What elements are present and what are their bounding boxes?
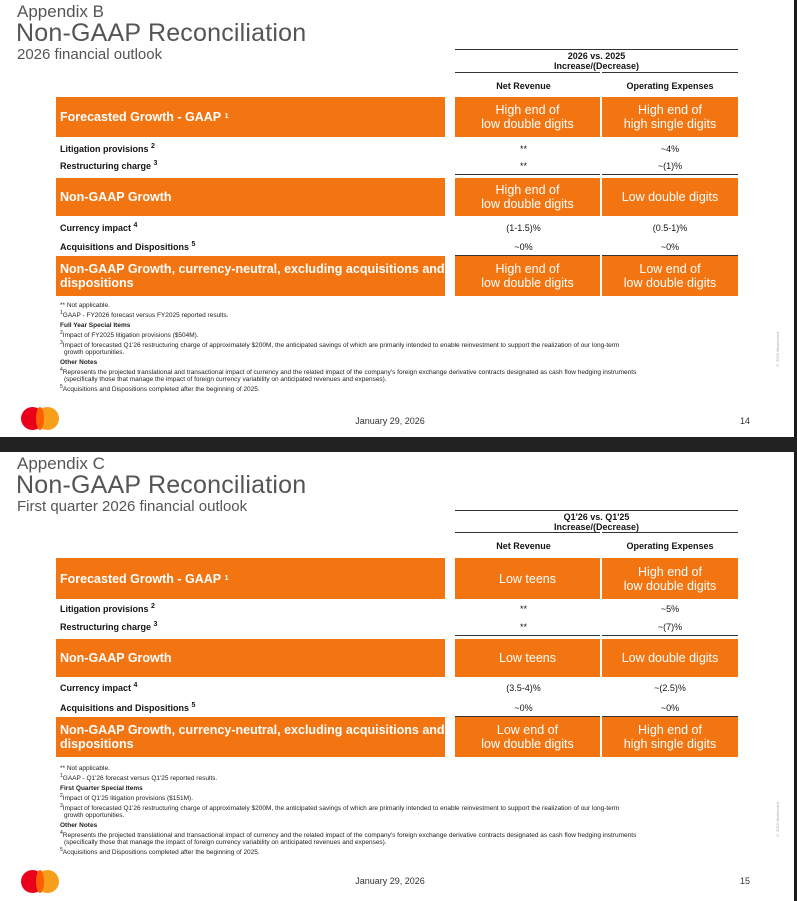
band-value-operating-expenses	[602, 256, 738, 296]
value-line: low double digits	[481, 197, 574, 211]
header-rule	[602, 532, 738, 533]
header-rule	[455, 49, 738, 50]
header-rule	[602, 72, 738, 73]
row-value-operating-expenses: ~0%	[660, 242, 680, 252]
row-value-operating-expenses: ~(1)%	[657, 161, 683, 171]
logo-overlap	[36, 870, 44, 893]
column-header-operating-expenses: Operating Expenses	[626, 81, 714, 91]
page-title: Non-GAAP Reconciliation	[16, 471, 307, 499]
column-header-operating-expenses: Operating Expenses	[626, 541, 714, 551]
row-value-net-revenue: **	[519, 144, 527, 154]
band-row-label: Forecasted Growth - GAAP 1	[56, 558, 445, 599]
row-value-operating-expenses: ~(2.5)%	[654, 683, 686, 693]
row-value-operating-expenses: ~(7)%	[657, 622, 683, 632]
footnote	[60, 309, 750, 319]
footnote-text: Acquisitions and Dispositions completed after the beginning of 2025.	[62, 386, 260, 393]
row-label-text: Litigation provisions	[60, 604, 149, 614]
footnote-text: GAAP - FY2026 forecast versus FY2025 reported results.	[62, 312, 229, 319]
band-row-label	[56, 178, 445, 216]
comparison-period: Q1'26 vs. Q1'25	[563, 512, 630, 522]
footnote-text: Represents the projected translational and transactional impact of currency and the related impact of the company's foreign exchange derivative contracts designated as cash flow hedging instruments	[62, 832, 637, 839]
footnote-mark: 5	[191, 702, 196, 709]
band-value-text	[622, 651, 719, 665]
row-value-operating-expenses: ~5%	[660, 604, 680, 614]
row-label-text: Litigation provisions	[60, 144, 149, 154]
row-label-text: Forecasted Growth - GAAP	[60, 571, 222, 586]
value-line: Low double digits	[621, 651, 719, 665]
row-rule	[455, 635, 600, 636]
footnote-mark: 4	[60, 366, 63, 373]
footnote-mark: 1	[60, 309, 63, 316]
row-value-net-revenue: **	[519, 161, 527, 171]
mastercard-logo	[21, 870, 59, 892]
band-value-text	[622, 190, 719, 204]
copyright-watermark: © 2026 Mastercard	[775, 332, 780, 369]
row-label-text: Non-GAAP Growth, currency-neutral, excluding acquisitions and dispositions	[60, 262, 445, 290]
value-line: High end of	[638, 103, 702, 117]
band-row-label	[56, 639, 445, 677]
value-line: Low end of	[496, 723, 559, 737]
value-line: high single digits	[623, 737, 717, 751]
band-value-net-revenue	[455, 97, 600, 137]
footnote-mark: 3	[60, 802, 63, 809]
band-value-text	[481, 262, 573, 290]
footnote	[60, 772, 750, 782]
row-label	[60, 161, 157, 171]
mastercard-logo	[21, 407, 59, 429]
footnote	[60, 829, 750, 846]
page-subtitle: 2026 financial outlook	[17, 46, 163, 63]
column-header-net-revenue: Net Revenue	[496, 81, 551, 91]
footnote-mark: 3	[153, 160, 158, 167]
band-row-label: Forecasted Growth - GAAP 1	[56, 97, 445, 137]
band-value-text	[624, 103, 716, 131]
footnote-mark: 5	[60, 846, 63, 853]
value-line: Low double digits	[621, 190, 719, 204]
value-line: Low teens	[499, 571, 556, 586]
band-value-text	[481, 723, 573, 751]
footnote-mark: 2	[151, 143, 155, 150]
appendix-label: Appendix B	[17, 2, 104, 21]
row-label-text: Acquisitions and Dispositions	[60, 703, 190, 713]
row-value-net-revenue: (3.5-4)%	[506, 683, 541, 693]
band-value-text	[624, 565, 716, 593]
value-line: Low teens	[499, 651, 556, 665]
band-value-operating-expenses	[602, 178, 738, 216]
footnote-mark: 2	[60, 329, 63, 336]
row-value-operating-expenses: ~0%	[660, 703, 680, 713]
page-title: Non-GAAP Reconciliation	[16, 19, 307, 47]
row-rule	[455, 174, 600, 175]
band-value-operating-expenses	[602, 97, 738, 137]
slide-appendix-b	[0, 0, 794, 437]
footnote-mark: 1	[60, 772, 63, 779]
value-line: High end of	[638, 564, 702, 579]
band-value-text	[624, 262, 716, 290]
band-value-text	[481, 103, 573, 131]
row-value-operating-expenses: (0.5-1)%	[652, 223, 688, 233]
row-label-text: Restructuring charge	[60, 622, 152, 632]
page-number: 14	[739, 416, 750, 426]
footnote	[60, 792, 750, 802]
footnote-text: Impact of forecasted Q1'26 restructuring charge of approximately $200M, the anticipated savings of which are primarily intended to enable reinvestment to support the realization of our long-term	[62, 342, 620, 349]
value-line: High end of	[495, 103, 560, 117]
value-line: low double digits	[481, 276, 574, 290]
row-label	[60, 144, 155, 154]
row-value-net-revenue: ~0%	[514, 703, 533, 713]
footnote-text: growth opportunities.	[64, 349, 125, 356]
logo-overlap	[36, 407, 44, 430]
row-value-net-revenue: (1-1.5)%	[506, 223, 541, 233]
value-line: low double digits	[481, 737, 574, 751]
footnote-mark: 4	[60, 829, 63, 836]
row-label-text: Non-GAAP Growth	[60, 651, 172, 665]
band-value-net-revenue	[455, 558, 600, 599]
row-label	[60, 604, 155, 614]
slide-separator	[0, 437, 797, 452]
footer-date: January 29, 2026	[355, 416, 425, 426]
notes-heading: Other Notes	[60, 359, 98, 366]
footnote-text: GAAP - Q1'26 forecast versus Q1'25 reported results.	[62, 775, 218, 782]
row-label	[60, 703, 195, 713]
value-line: High end of	[495, 262, 560, 276]
footnote-text: growth opportunities.	[64, 812, 125, 819]
band-value-net-revenue	[455, 178, 600, 216]
slide-appendix-c	[0, 452, 794, 901]
footnote-mark: 4	[133, 222, 138, 229]
row-label	[60, 622, 157, 632]
footnote-text: Impact of forecasted Q1'26 restructuring charge of approximately $200M, the anticipated savings of which are primarily intended to enable reinvestment to support the realization of our long-term	[62, 805, 620, 812]
notes-heading: Other Notes	[60, 822, 98, 829]
row-label	[60, 223, 137, 233]
row-label-text: Non-GAAP Growth, currency-neutral, excluding acquisitions and dispositions	[60, 723, 445, 751]
notes-heading: First Quarter Special Items	[60, 785, 143, 792]
column-header-net-revenue: Net Revenue	[496, 541, 551, 551]
row-label-text: Restructuring charge	[60, 161, 152, 171]
band-row-label	[56, 256, 445, 296]
value-line: High end of	[638, 723, 702, 737]
footnote	[60, 339, 750, 356]
footnote-mark: 5	[191, 241, 196, 248]
footnote-text: (specifically those that manage the impact of foreign currency variability on anticipated revenues and expenses).	[64, 839, 387, 846]
value-line: low double digits	[623, 276, 717, 290]
row-value-net-revenue: **	[519, 604, 527, 614]
value-line: high single digits	[623, 117, 717, 131]
footnote-mark: 3	[153, 621, 158, 628]
row-label-text: Currency impact	[60, 223, 132, 233]
footnote	[60, 302, 750, 309]
value-line: Low end of	[639, 262, 701, 276]
comparison-period: 2026 vs. 2025	[567, 51, 626, 61]
footnote-mark: 3	[60, 339, 63, 346]
row-value-operating-expenses: ~4%	[660, 144, 680, 154]
band-value-text	[481, 183, 573, 211]
footnote	[60, 846, 750, 856]
footnote-text: Acquisitions and Dispositions completed after the beginning of 2025.	[62, 849, 260, 856]
value-line: low double digits	[481, 117, 574, 131]
row-value-net-revenue: ~0%	[514, 242, 533, 252]
row-label-text: Acquisitions and Dispositions	[60, 242, 190, 252]
footnote-text: Represents the projected translational and transactional impact of currency and the related impact of the company's foreign exchange derivative contracts designated as cash flow hedging instruments	[62, 369, 637, 376]
footnote	[60, 383, 750, 393]
value-line: High end of	[495, 183, 560, 197]
row-rule	[602, 174, 738, 175]
footnote	[60, 765, 750, 772]
footnote	[60, 802, 750, 819]
footnote-text: Impact of FY2025 litigation provisions ($504M).	[62, 332, 199, 339]
page-number: 15	[739, 876, 750, 886]
band-value-net-revenue	[455, 717, 600, 757]
header-rule	[455, 532, 600, 533]
appendix-label: Appendix C	[17, 454, 105, 473]
band-value-operating-expenses	[602, 558, 738, 599]
page-subtitle: First quarter 2026 financial outlook	[17, 498, 248, 515]
band-value-net-revenue	[455, 639, 600, 677]
copyright-watermark: © 2026 Mastercard	[775, 802, 780, 839]
row-label-text: Currency impact	[60, 683, 132, 693]
row-label	[60, 242, 195, 252]
band-value-text	[624, 723, 716, 751]
row-label	[60, 683, 137, 693]
footer-date: January 29, 2026	[355, 876, 425, 886]
comparison-change-label: Increase/(Decrease)	[553, 61, 640, 71]
row-value-net-revenue: **	[519, 622, 527, 632]
footnote-mark: 4	[133, 682, 138, 689]
footnote	[60, 366, 750, 383]
value-line: low double digits	[623, 578, 717, 593]
footnote	[60, 329, 750, 339]
footnote-text: ** Not applicable.	[60, 302, 110, 309]
comparison-change-label: Increase/(Decrease)	[553, 522, 640, 532]
row-label-text: Forecasted Growth - GAAP	[60, 110, 222, 124]
footnote-mark: 5	[60, 383, 63, 390]
footnote-mark: 2	[151, 603, 155, 610]
row-label-text: Non-GAAP Growth	[60, 190, 172, 204]
footnote-text: ** Not applicable.	[60, 765, 110, 772]
footnote-text: (specifically those that manage the impact of foreign currency variability on anticipated revenues and expenses).	[64, 376, 387, 383]
notes-heading: Full Year Special Items	[60, 322, 131, 329]
band-value-net-revenue	[455, 256, 600, 296]
band-value-operating-expenses	[602, 639, 738, 677]
header-rule	[455, 72, 600, 73]
header-rule	[455, 510, 738, 511]
band-value-text	[499, 651, 556, 665]
footnote-mark: 2	[60, 792, 63, 799]
band-value-text	[499, 572, 556, 586]
band-value-operating-expenses	[602, 717, 738, 757]
row-rule	[602, 635, 738, 636]
footnotes	[60, 765, 750, 859]
footnote-text: Impact of Q1'25 litigation provisions ($151M).	[62, 795, 194, 802]
footnotes	[60, 302, 750, 396]
band-row-label	[56, 717, 445, 757]
